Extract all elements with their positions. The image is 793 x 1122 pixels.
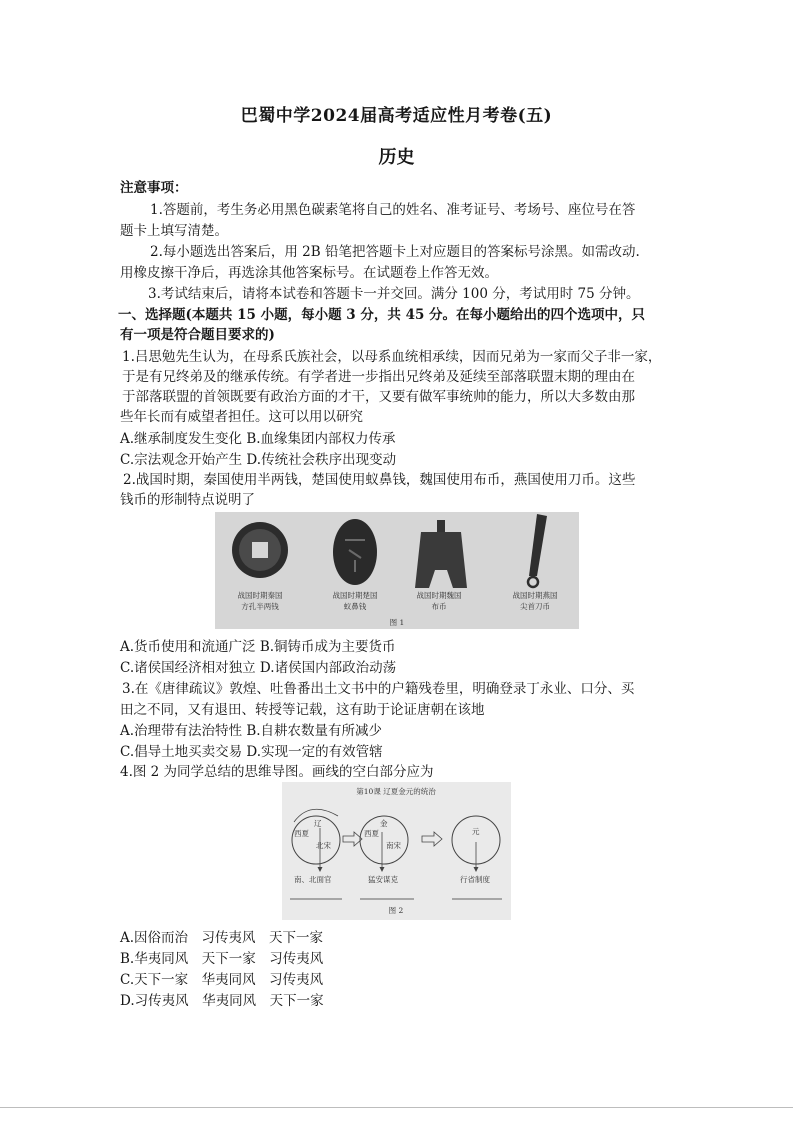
note-line: 题卡上填写清楚。	[120, 223, 228, 239]
section-heading-cont: 有一项是符合题目要求的)	[120, 327, 275, 343]
q1-stem: 于是有兄终弟及的继承传统。有学者进一步指出兄终弟及延续至部落联盟末期的理由在	[122, 369, 635, 385]
map-node: 金	[380, 819, 388, 828]
map-node: 西夏	[294, 829, 309, 838]
map-node: 行省制度	[460, 875, 490, 884]
q3-option: C.倡导土地买卖交易 D.实现一定的有效管辖	[120, 744, 383, 760]
section-heading: 一、选择题(本题共 15 小题，每小题 3 分，共 45 分。在每小题给出的四个选项中，只	[118, 307, 646, 323]
exam-title: 巴蜀中学2024届高考适应性月考卷(五)	[240, 106, 553, 126]
q1-stem: 于部落联盟的首领既要有政治方面的才干，又要有做军事统帅的能力，所以大多数由那	[122, 389, 635, 405]
q1-option: C.宗法观念开始产生 D.传统社会秩序出现变动	[120, 452, 397, 468]
ant-nose-coin-image	[333, 519, 377, 585]
coin-caption: 尖首刀币	[520, 602, 550, 611]
coin-caption: 布币	[431, 602, 447, 611]
subject-title: 历史	[378, 147, 415, 168]
coin-caption: 战国时期燕国	[512, 591, 558, 600]
coin-caption: 蚁鼻钱	[343, 602, 367, 611]
coin-caption: 战国时期楚国	[332, 591, 378, 600]
map-node: 北宋	[316, 841, 331, 850]
map-node: 猛安谋克	[368, 875, 398, 884]
map-node: 西夏	[364, 829, 379, 838]
q2-stem: 2.战国时期，秦国使用半两钱，楚国使用蚁鼻钱，魏国使用布币，燕国使用刀币。这些	[123, 472, 636, 488]
q4-option: C.天下一家 华夷同风 习传夷风	[120, 972, 324, 988]
q2-stem: 钱币的形制特点说明了	[120, 492, 255, 508]
coin-figure	[215, 512, 579, 629]
note-line: 3.考试结束后，请将本试卷和答题卡一并交回。满分 100 分，考试用时 75 分钟。	[148, 286, 640, 302]
q3-stem: 田之不同，又有退田、转授等记载，这有助于论证唐朝在该地	[120, 702, 485, 718]
q4-option: B.华夷同风 天下一家 习传夷风	[120, 951, 324, 967]
q4-option: D.习传夷风 华夷同风 天下一家	[120, 993, 324, 1009]
q1-option: A.继承制度发生变化 B.血缘集团内部权力传承	[120, 431, 396, 447]
q4-stem: 4.图 2 为同学总结的思维导图。画线的空白部分应为	[120, 764, 434, 780]
q1-stem: 1.吕思勉先生认为，在母系氏族社会，以母系血统相承续，因而兄弟为一家而父子非一家，	[122, 349, 662, 365]
map-node: 南宋	[386, 841, 401, 850]
q3-stem: 3.在《唐律疏议》敦煌、吐鲁番出土文书中的户籍残卷里，明确登录丁永业、口分、买	[122, 681, 635, 697]
q4-option: A.因俗而治 习传夷风 天下一家	[120, 930, 324, 946]
map-node: 辽	[314, 819, 322, 828]
figure-label: 图 2	[388, 906, 404, 915]
mind-map-figure	[282, 782, 511, 920]
note-line: 1.答题前，考生务必用黑色碳素笔将自己的姓名、准考证号、考场号、座位号在答	[150, 202, 636, 218]
ban-liang-coin-image	[232, 522, 288, 578]
figure-label: 图 1	[389, 618, 405, 627]
q1-stem: 些年长而有威望者担任。这可以用以研究	[120, 409, 363, 425]
q2-option: A.货币使用和流通广泛 B.铜铸币成为主要货币	[120, 639, 396, 655]
note-line: 用橡皮擦干净后，再选涂其他答案标号。在试题卷上作答无效。	[120, 265, 498, 281]
notes-heading: 注意事项：	[120, 180, 188, 196]
coin-caption: 战国时期秦国	[237, 591, 283, 600]
coin-caption: 战国时期魏国	[416, 591, 462, 600]
page-bottom-rule	[0, 1107, 793, 1108]
q3-option: A.治理带有法治特性 B.自耕农数量有所减少	[120, 723, 383, 739]
note-line: 2.每小题选出答案后，用 2B 铅笔把答题卡上对应题目的答案标号涂黑。如需改动.	[150, 244, 640, 260]
map-node: 元	[472, 827, 480, 836]
mind-map-title: 第10课 辽夏金元的统治	[356, 787, 436, 796]
q2-option: C.诸侯国经济相对独立 D.诸侯国内部政治动荡	[120, 660, 397, 676]
map-node: 南、北面官	[294, 875, 332, 884]
coin-caption: 方孔半两钱	[241, 602, 279, 611]
